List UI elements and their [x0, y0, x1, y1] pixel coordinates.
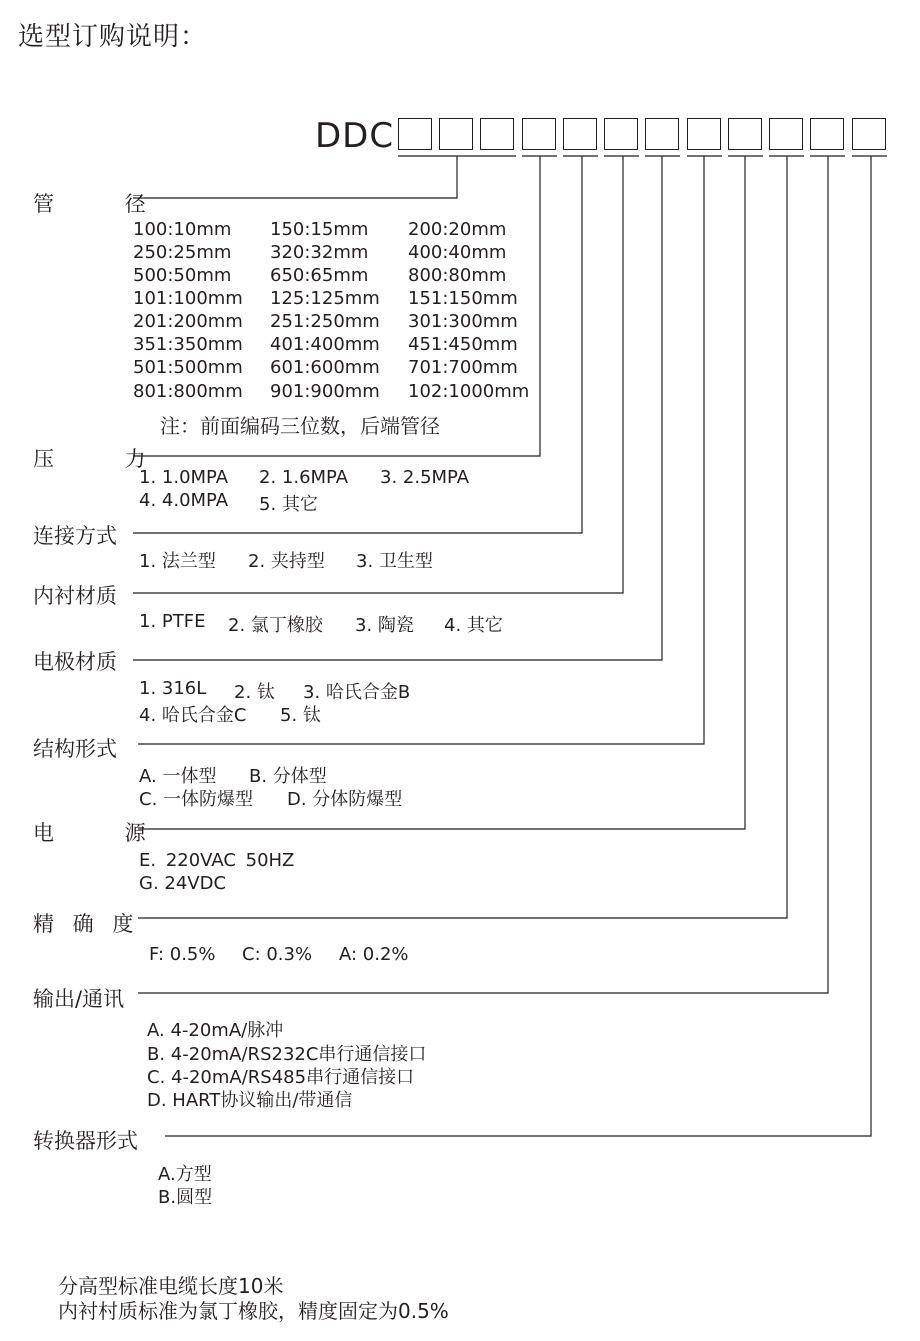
lining-option: 3. 陶瓷 — [355, 615, 414, 636]
pipe-option: 701:700mm — [408, 357, 518, 378]
output-option: B. 4-20mA/RS232C串行通信接口 — [147, 1044, 427, 1065]
output-option: A. 4-20mA/脉冲 — [147, 1020, 284, 1041]
pipe-option: 501:500mm — [133, 357, 243, 378]
pipe-note: 注：前面编码三位数，后端管径 — [160, 414, 440, 438]
pipe-option: 500:50mm — [133, 265, 232, 286]
pipe-option: 901:900mm — [270, 381, 380, 402]
pipe-option: 200:20mm — [408, 219, 507, 240]
output-label: 输出/通讯 — [33, 987, 125, 1011]
pipe-option: 400:40mm — [408, 242, 507, 263]
pipe-option: 301:300mm — [408, 311, 518, 332]
pressure-option: 3. 2.5MPA — [380, 467, 470, 488]
accuracy-label: 精 确 度 — [33, 912, 140, 936]
connection-label: 连接方式 — [33, 524, 117, 548]
output-option: C. 4-20mA/RS485串行通信接口 — [147, 1067, 415, 1088]
lining-option: 1. PTFE — [139, 611, 206, 632]
pipe-option: 251:250mm — [270, 311, 380, 332]
footer-note: 内衬村质标准为氯丁橡胶，精度固定为0.5% — [58, 1299, 449, 1323]
pipe-connector — [133, 156, 457, 198]
connection-option: 2. 夹持型 — [248, 551, 325, 572]
electrode-option: 3. 哈氏合金B — [303, 682, 411, 703]
pipe-option: 102:1000mm — [408, 381, 530, 402]
pipe-option: 151:150mm — [408, 288, 518, 309]
power-label: 电 源 — [33, 821, 178, 845]
pipe-option: 601:600mm — [270, 357, 380, 378]
structure-label: 结构形式 — [33, 737, 117, 761]
page-title: 选型订购说明： — [18, 22, 208, 52]
pipe-option: 650:65mm — [270, 265, 369, 286]
connection-option: 1. 法兰型 — [139, 551, 216, 572]
pipe-option: 150:15mm — [270, 219, 369, 240]
pipe-option: 401:400mm — [270, 334, 380, 355]
converter-option: A.方型 — [158, 1164, 212, 1185]
accuracy-option: A: 0.2% — [339, 944, 409, 965]
structure-option: B. 分体型 — [249, 766, 327, 787]
pipe-option: 100:10mm — [133, 219, 232, 240]
pipe-label: 管 径 — [33, 192, 178, 216]
electrode-label: 电极材质 — [33, 650, 117, 674]
electrode-option: 2. 钛 — [234, 682, 275, 703]
footer-note: 分高型标准电缆长度10米 — [58, 1274, 284, 1298]
pressure-option: 5. 其它 — [259, 494, 318, 515]
pressure-option: 4. 4.0MPA — [139, 490, 229, 511]
pipe-option: 101:100mm — [133, 288, 243, 309]
pipe-option: 201:200mm — [133, 311, 243, 332]
structure-option: D. 分体防爆型 — [287, 789, 403, 810]
output-option: D. HART协议输出/带通信 — [147, 1090, 353, 1111]
converter-label: 转换器形式 — [33, 1129, 138, 1153]
electrode-option: 1. 316L — [139, 678, 207, 699]
accuracy-option: F: 0.5% — [149, 944, 216, 965]
pressure-option: 1. 1.0MPA — [139, 467, 229, 488]
converter-option: B.圆型 — [158, 1187, 213, 1208]
electrode-option: 5. 钛 — [280, 705, 321, 726]
connection-option: 3. 卫生型 — [356, 551, 433, 572]
electrode-option: 4. 哈氏合金C — [139, 705, 247, 726]
pipe-option: 451:450mm — [408, 334, 518, 355]
lining-option: 4. 其它 — [444, 615, 503, 636]
pipe-option: 125:125mm — [270, 288, 380, 309]
pipe-option: 250:25mm — [133, 242, 232, 263]
pipe-option: 800:80mm — [408, 265, 507, 286]
structure-option: A. 一体型 — [139, 766, 217, 787]
model-prefix: DDC — [315, 116, 395, 156]
pipe-option: 801:800mm — [133, 381, 243, 402]
structure-option: C. 一体防爆型 — [139, 789, 254, 810]
accuracy-option: C: 0.3% — [242, 944, 313, 965]
power-option: G. 24VDC — [139, 873, 227, 894]
lining-option: 2. 氯丁橡胶 — [228, 615, 323, 636]
lining-label: 内衬材质 — [33, 584, 117, 608]
pressure-option: 2. 1.6MPA — [259, 467, 349, 488]
pipe-option: 351:350mm — [133, 334, 243, 355]
pressure-label: 压 力 — [33, 447, 178, 471]
power-option: E. 220VAC 50HZ — [139, 850, 295, 871]
pipe-option: 320:32mm — [270, 242, 369, 263]
